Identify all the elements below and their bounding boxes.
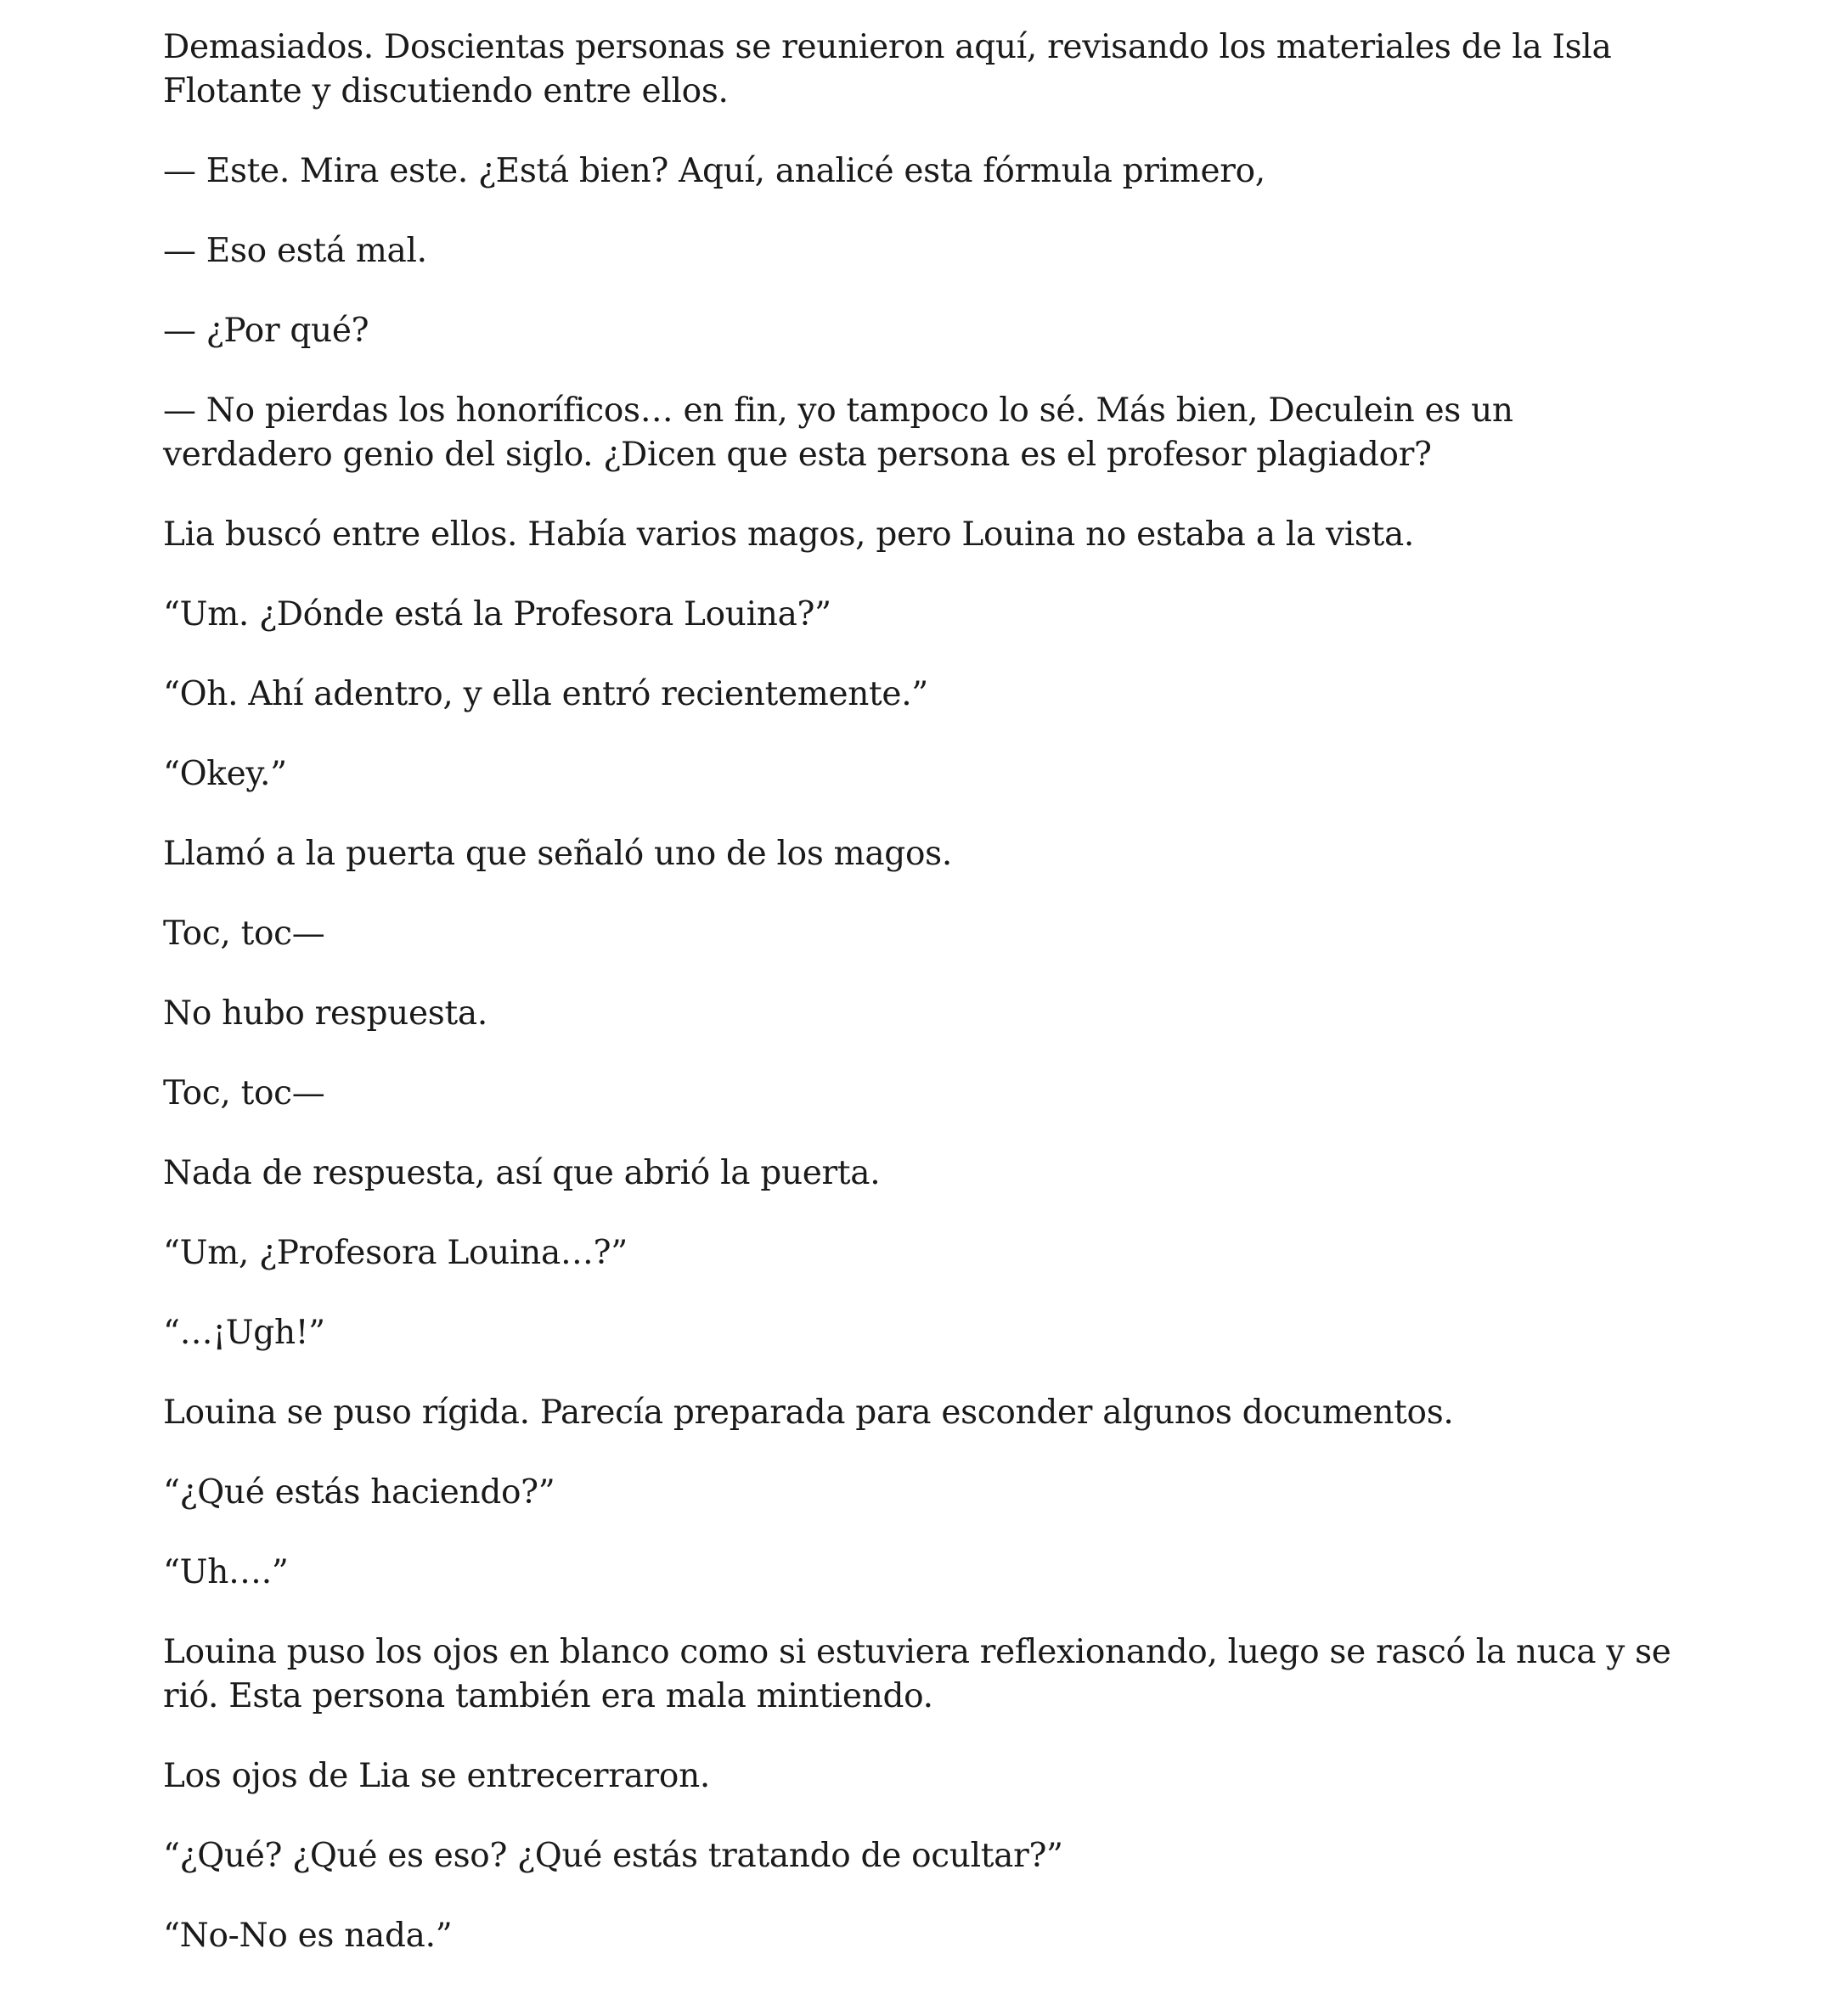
paragraph: Llamó a la puerta que señaló uno de los magos. xyxy=(163,835,952,873)
paragraph: “Uh….” xyxy=(163,1553,289,1591)
paragraph: Los ojos de Lia se entrecerraron. xyxy=(163,1757,710,1795)
paragraph: Lia buscó entre ellos. Había varios magos, pero Louina no estaba a la vista. xyxy=(163,515,1415,554)
paragraph: — No pierdas los honoríficos… en fin, yo tampoco lo sé. Más bien, Deculein es un verdadero genio del siglo. ¿Dicen que esta persona es el profesor plagiador? xyxy=(163,391,1513,474)
paragraph: Toc, toc— xyxy=(163,1074,325,1112)
paragraph: Toc, toc— xyxy=(163,915,325,953)
paragraph: No hubo respuesta. xyxy=(163,994,487,1033)
paragraph: — ¿Por qué? xyxy=(163,312,369,350)
paragraph: “…¡Ugh!” xyxy=(163,1314,325,1352)
paragraph: “¿Qué? ¿Qué es eso? ¿Qué estás tratando de ocultar?” xyxy=(163,1837,1063,1875)
paragraph: — Este. Mira este. ¿Está bien? Aquí, analicé esta fórmula primero, xyxy=(163,152,1265,190)
paragraph: “Um. ¿Dónde está la Profesora Louina?” xyxy=(163,595,831,633)
paragraph: “Okey.” xyxy=(163,755,287,793)
paragraph: “No-No es nada.” xyxy=(163,1917,453,1955)
paragraph: “Oh. Ahí adentro, y ella entró recientemente.” xyxy=(163,675,928,713)
document-page xyxy=(163,25,1692,1994)
paragraph: Louina puso los ojos en blanco como si estuviera reflexionando, luego se rascó la nuca y se rió. Esta persona también era mala mintiendo. xyxy=(163,1633,1671,1715)
paragraph: Louina se puso rígida. Parecía preparada para esconder algunos documentos. xyxy=(163,1394,1454,1432)
paragraph: Demasiados. Doscientas personas se reunieron aquí, revisando los materiales de la Isla Flotante y discutiendo entre ellos. xyxy=(163,28,1612,110)
paragraph: “Um, ¿Profesora Louina…?” xyxy=(163,1234,628,1272)
paragraph: Nada de respuesta, así que abrió la puerta. xyxy=(163,1154,881,1192)
paragraph: “¿Qué estás haciendo?” xyxy=(163,1473,555,1512)
paragraph: — Eso está mal. xyxy=(163,232,427,270)
